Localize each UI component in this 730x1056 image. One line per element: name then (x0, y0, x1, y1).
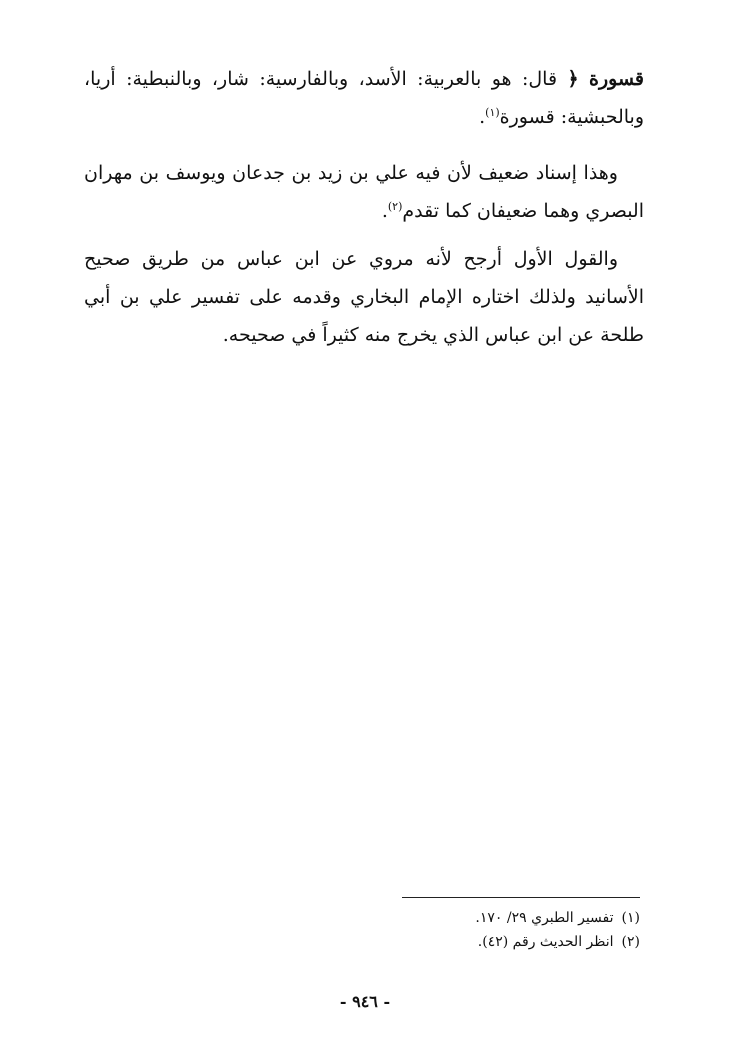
footnote-separator (402, 897, 640, 898)
footnote-marker-2: (٢) (387, 200, 403, 213)
footnote-2 (300, 930, 640, 954)
honorific-symbol: ﴿ (567, 68, 579, 90)
footnotes (300, 906, 640, 954)
paragraph-text: والقول الأول أرجح لأنه مروي عن ابن عباس من طريق صحيح الأسانيد ولذلك اختاره الإمام البخاري وقدمه على تفسير علي بن أبي طلحة عن ابن عباس الذي يخرج منه كثيراً في صحيحه. (84, 248, 644, 346)
sentence-end: . (381, 200, 388, 222)
footnote-1 (300, 906, 640, 930)
footnote-text: تفسير الطبري ٢٩/ ١٧٠. (475, 910, 614, 926)
sentence-end: . (479, 106, 486, 128)
paragraph-conclusion (84, 240, 644, 354)
paragraph-qaswara (84, 60, 644, 136)
paragraph-isnad (84, 154, 644, 230)
footnote-marker-1: (١) (485, 106, 500, 119)
paragraph-text: قال: هو بالعربية: الأسد، وبالفارسية: شار، وبالنبطية: أريا، وبالحبشية: قسورة (84, 68, 644, 128)
lead-word: قسورة (589, 68, 644, 90)
footnote-number: (٢) (621, 934, 640, 950)
paragraph-text: وهذا إسناد ضعيف لأن فيه علي بن زيد بن جدعان ويوسف بن مهران البصري وهما ضعيفان كما تقدم (84, 162, 644, 222)
footnote-number: (١) (621, 910, 640, 926)
page-number: - ٩٤٦ - (339, 992, 391, 1011)
footnote-text: انظر الحديث رقم (٤٢). (477, 934, 614, 950)
